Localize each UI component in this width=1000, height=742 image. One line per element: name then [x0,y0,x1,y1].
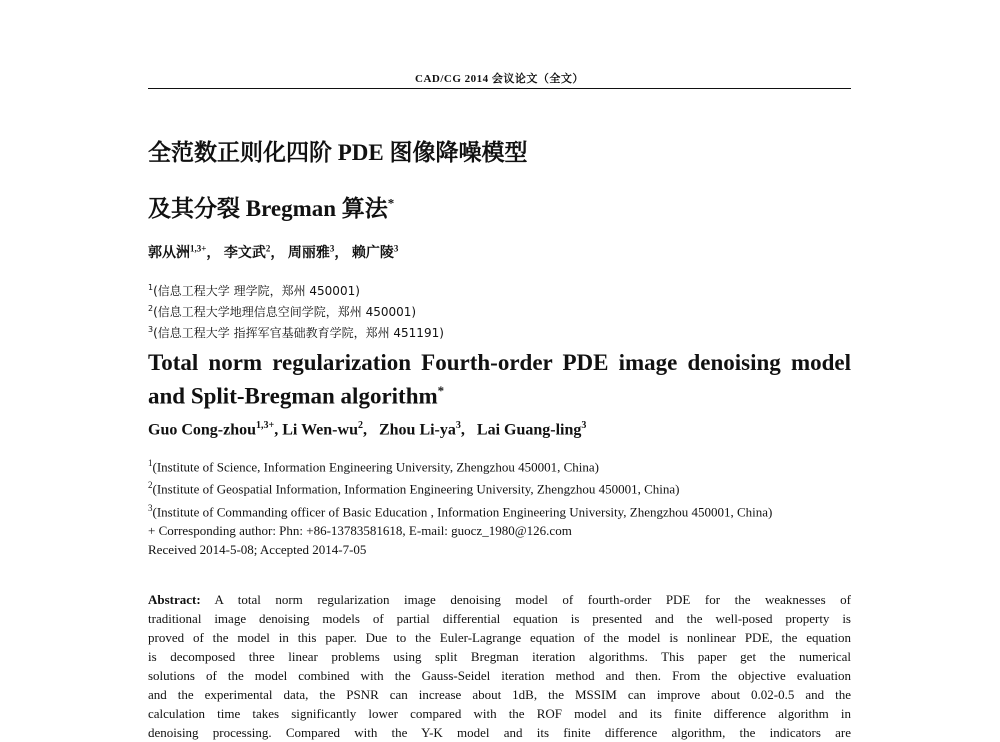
english-author-affiliation-mark: 1,3+ [256,420,275,431]
english-author-affiliation-mark: 3 [455,420,461,431]
english-title-footnote-mark: * [437,383,445,398]
abstract-label: Abstract: [148,592,201,607]
paper-page [148,0,851,742]
english-title-line-2-text: and Split-Bregman algorithm [148,383,438,409]
english-author: Guo Cong-zhou [148,421,257,439]
abstract-line: solutions of the model combined with the Gauss-Seidel iteration method and then. From the objective evaluation [148,668,851,683]
abstract-line: traditional image denoising models of partial differential equation is presented and the well-posed property is [148,611,851,626]
chinese-affiliation [148,279,444,300]
abstract-line: calculation time takes significantly lower compared with the ROF model and its finite difference algorithm in [148,706,851,721]
chinese-title-line-1 [148,134,528,167]
author-separator: , [274,421,279,439]
affiliation-mark: 3 [148,325,154,334]
english-title [148,349,851,411]
chinese-affiliation [148,300,444,321]
chinese-title-line-1-text: 全范数正则化四阶 PDE 图像降噪模型 [148,140,528,165]
header-rule [148,88,851,89]
affiliation-mark: 1 [148,458,153,468]
corresponding-author: + Corresponding author: Phn: +86-13783581618, E-mail: guocz_1980@126.com [148,522,572,538]
author-separator: , [460,421,465,439]
affiliation-mark: 1 [148,283,154,292]
affiliation-mark: 2 [148,480,153,491]
chinese-title-footnote-mark: * [387,195,395,211]
chinese-author-affiliation-mark: 2 [265,243,271,254]
affiliation-text: (Institute of Science, Information Engineering University, Zhengzhou 450001, China) [152,459,599,475]
chinese-author-list [148,242,398,262]
author-separator: ， [206,246,221,261]
affiliation-text: (Institute of Commanding officer of Basic Education , Information Engineering University, Zhengzhou 450001, China) [152,503,773,519]
affiliation-text: (Institute of Geospatial Information, Information Engineering University, Zhengzhou 450001, China) [152,481,680,497]
abstract-line: and the experimental data, the PSNR can increase about 1dB, the MSSIM can improve about 0.02-0.5 and the [148,687,851,702]
chinese-author: 周丽雅 [287,246,330,261]
chinese-author-affiliation-mark: 3 [393,243,399,254]
chinese-affiliation [148,321,444,342]
chinese-author: 郭从洲 [148,246,190,261]
english-author-affiliation-mark: 3 [581,420,587,431]
affiliation-mark: 3 [148,502,153,513]
english-affiliation [148,499,851,521]
chinese-author-affiliation-mark: 1,3+ [190,243,207,254]
english-author: Li Wen-wu [282,421,358,439]
abstract-line: denoising processing. Compared with the Y-K model and its finite difference algorithm, the indicators are [148,725,851,740]
chinese-title-line-2-text: 及其分裂 Bregman 算法 [148,196,388,221]
received-dates: Received 2014-5-08; Accepted 2014-7-05 [148,541,367,557]
affiliation-text: (信息工程大学地理信息空间学院，郑州 450001) [153,305,417,319]
english-affiliation [148,476,851,498]
english-author-list [148,420,586,439]
chinese-title-line-2 [148,190,394,223]
affiliation-text: (信息工程大学 指挥军官基础教育学院，郑州 451191) [153,326,444,340]
abstract-line: proved of the model in this paper. Due to the Euler-Lagrange equation of the model is nonlinear PDE, the equation [148,630,851,645]
abstract-line: is decomposed three linear problems using split Bregman iteration algorithms. This paper get the numerical [148,649,851,664]
running-header: CAD/CG 2014 会议论文（全文） [415,73,584,85]
affiliation-text: (信息工程大学 理学院，郑州 450001) [153,284,360,298]
author-separator: , [362,421,367,439]
author-separator: ， [334,246,349,261]
english-affiliations [148,454,851,559]
chinese-author: 赖广陵 [351,246,394,261]
english-author: Zhou Li-ya [378,421,456,439]
english-author: Lai Guang-ling [476,421,582,439]
affiliation-mark: 2 [148,304,154,313]
abstract-line [148,590,851,609]
english-title-line-1: Total norm regularization Fourth-order PDE image denoising model [148,350,851,375]
english-title-line-2 [148,377,851,411]
english-affiliation [148,454,851,476]
abstract [148,590,851,742]
chinese-author: 李文武 [223,246,266,261]
abstract-line-text: A total norm regularization image denoising model of fourth-order PDE for the weaknesses of [200,592,851,607]
author-separator: ， [270,246,285,261]
chinese-author-affiliation-mark: 3 [329,243,335,254]
chinese-affiliations [148,279,444,342]
english-author-affiliation-mark: 2 [357,420,363,431]
